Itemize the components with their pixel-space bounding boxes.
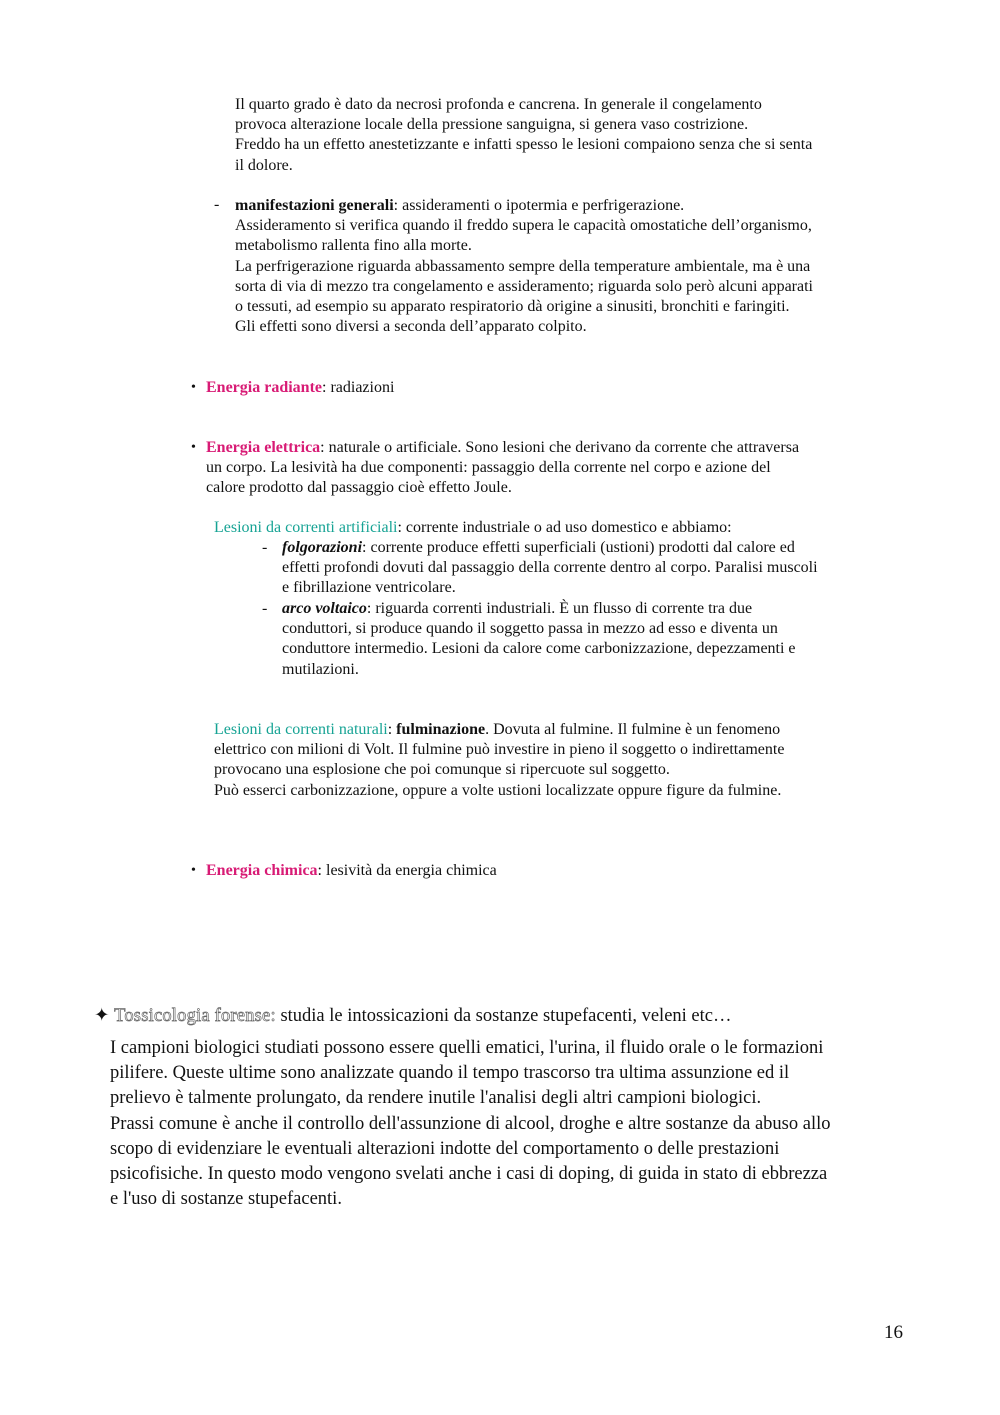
text-span: : riguarda correnti industriali. È un flusso di corrente tra due <box>366 600 753 617</box>
section-title: Tossicologia forense: <box>114 1006 276 1026</box>
bullet-icon: • <box>191 380 196 395</box>
label-naturali: Lesioni da correnti naturali <box>214 721 388 738</box>
text-line: e fibrillazione ventricolare. <box>282 579 456 597</box>
tossicologia-heading <box>94 1004 731 1029</box>
text-line: Prassi comune è anche il controllo dell'assunzione di alcool, droghe e altre sostanze da abuso allo <box>110 1113 831 1134</box>
artificiali-heading <box>214 518 732 538</box>
term-energia-elettrica: Energia elettrica <box>206 439 321 456</box>
text-span: : naturale o artificiale. Sono lesioni che derivano da corrente che attraversa <box>320 439 800 456</box>
term-arco-voltaico: arco voltaico <box>282 600 367 617</box>
text-line: Può esserci carbonizzazione, oppure a volte ustioni localizzate oppure figure da fulmine. <box>214 781 782 799</box>
text-line: sorta di via di mezzo tra congelamento e assideramento; riguarda solo però alcuni apparati <box>235 277 813 295</box>
text-line: Gli effetti sono diversi a seconda dell’apparato colpito. <box>235 318 587 336</box>
text-line: Il quarto grado è dato da necrosi profonda e cancrena. In generale il congelamento <box>235 96 762 113</box>
text-line <box>235 196 813 216</box>
text-line: un corpo. La lesività ha due componenti: passaggio della corrente nel corpo e azione del <box>206 459 771 477</box>
text-line <box>282 538 818 558</box>
text-span: : assideramenti o ipotermia e perfrigerazione. <box>393 197 685 214</box>
page-number: 16 <box>884 1322 903 1343</box>
text-line: calore prodotto dal passaggio cioè effetto Joule. <box>206 479 512 497</box>
text-line: I campioni biologici studiati possono essere quelli ematici, l'urina, il fluido orale o le formazioni <box>110 1038 824 1058</box>
term-energia-radiante: Energia radiante <box>206 379 322 396</box>
text-span: . Dovuta al fulmine. Il fulmine è un fenomeno <box>485 721 781 738</box>
text-line: conduttori, si produce quando il soggetto passa in mezzo ad esso e diventa un <box>282 620 778 638</box>
text-line <box>206 438 799 458</box>
term-energia-chimica: Energia chimica <box>206 862 318 879</box>
text-line: effetti profondi dovuti dal passaggio della corrente dentro al corpo. Paralisi muscoli <box>282 559 818 577</box>
energia-radiante <box>206 378 394 398</box>
text-line: provocano una esplosione che poi comunque si ripercuote sul soggetto. <box>214 761 670 779</box>
term-manifestazioni: manifestazioni generali <box>235 197 394 214</box>
text-line: La perfrigerazione riguarda abbassamento sempre della temperature ambientale, ma è una <box>235 257 811 275</box>
text-span: : <box>387 721 397 738</box>
text-line: psicofisiche. In questo modo vengono svelati anche i casi di doping, di guida in stato di ebbrezza <box>110 1164 828 1185</box>
text-line: elettrico con milioni di Volt. Il fulmine può investire in pieno il soggetto o indirettamente <box>214 741 785 759</box>
tossicologia-paragraph <box>110 1036 831 1212</box>
intro-paragraph <box>235 95 812 176</box>
folgorazioni-item <box>282 538 818 599</box>
dash-marker: - <box>262 600 268 617</box>
text-line: il dolore. <box>235 156 293 174</box>
naturali-section <box>214 720 784 801</box>
term-folgorazioni: folgorazioni <box>282 539 363 556</box>
text-line: provoca alterazione locale della pressione sanguigna, si genera vaso costrizione. <box>235 116 749 134</box>
term-fulminazione: fulminazione <box>396 721 486 738</box>
text-span: : corrente produce effetti superficiali (ustioni) prodotti dal calore ed <box>362 539 795 556</box>
energia-elettrica <box>206 438 799 499</box>
dash-marker: - <box>214 196 220 213</box>
text-line: conduttore intermedio. Lesioni da calore come carbonizzazione, depezzamenti e <box>282 640 796 658</box>
star-icon: ✦ <box>94 1006 110 1026</box>
text-line <box>214 720 784 740</box>
energia-chimica <box>206 861 497 881</box>
text-line: prelievo è talmente prolungato, da rendere inutile l'analisi degli altri campioni biologici. <box>110 1088 762 1109</box>
text-line <box>282 599 796 619</box>
text-span: studia le intossicazioni da sostanze stupefacenti, veleni etc… <box>275 1006 732 1026</box>
label-artificiali: Lesioni da correnti artificiali <box>214 519 398 536</box>
text-line: o tessuti, ad esempio su apparato respiratorio dà origine a sinusiti, bronchiti e faringiti. <box>235 298 790 316</box>
text-line: Freddo ha un effetto anestetizzante e infatti spesso le lesioni compaiono senza che si senta <box>235 136 813 154</box>
text-line: Assideramento si verifica quando il freddo supera le capacità omostatiche dell’organismo, <box>235 217 812 235</box>
text-span: : lesività da energia chimica <box>317 862 497 879</box>
text-line: pilifere. Queste ultime sono analizzate quando il tempo trascorso tra ultima assunzione ed il <box>110 1063 790 1084</box>
text-line: metabolismo rallenta fino alla morte. <box>235 237 472 255</box>
text-span: : corrente industriale o ad uso domestico e abbiamo: <box>397 519 732 536</box>
text-span: : radiazioni <box>322 379 395 396</box>
text-line: scopo di evidenziare le eventuali alterazioni indotte del comportamento o delle prestazioni <box>110 1138 780 1159</box>
dash-marker: - <box>262 539 268 556</box>
arco-voltaico-item <box>282 599 796 680</box>
bullet-icon: • <box>191 863 196 878</box>
text-line: mutilazioni. <box>282 660 359 678</box>
text-line: e l'uso di sostanze stupefacenti. <box>110 1189 342 1210</box>
bullet-icon: • <box>191 440 196 455</box>
manifestazioni-section <box>235 196 813 337</box>
